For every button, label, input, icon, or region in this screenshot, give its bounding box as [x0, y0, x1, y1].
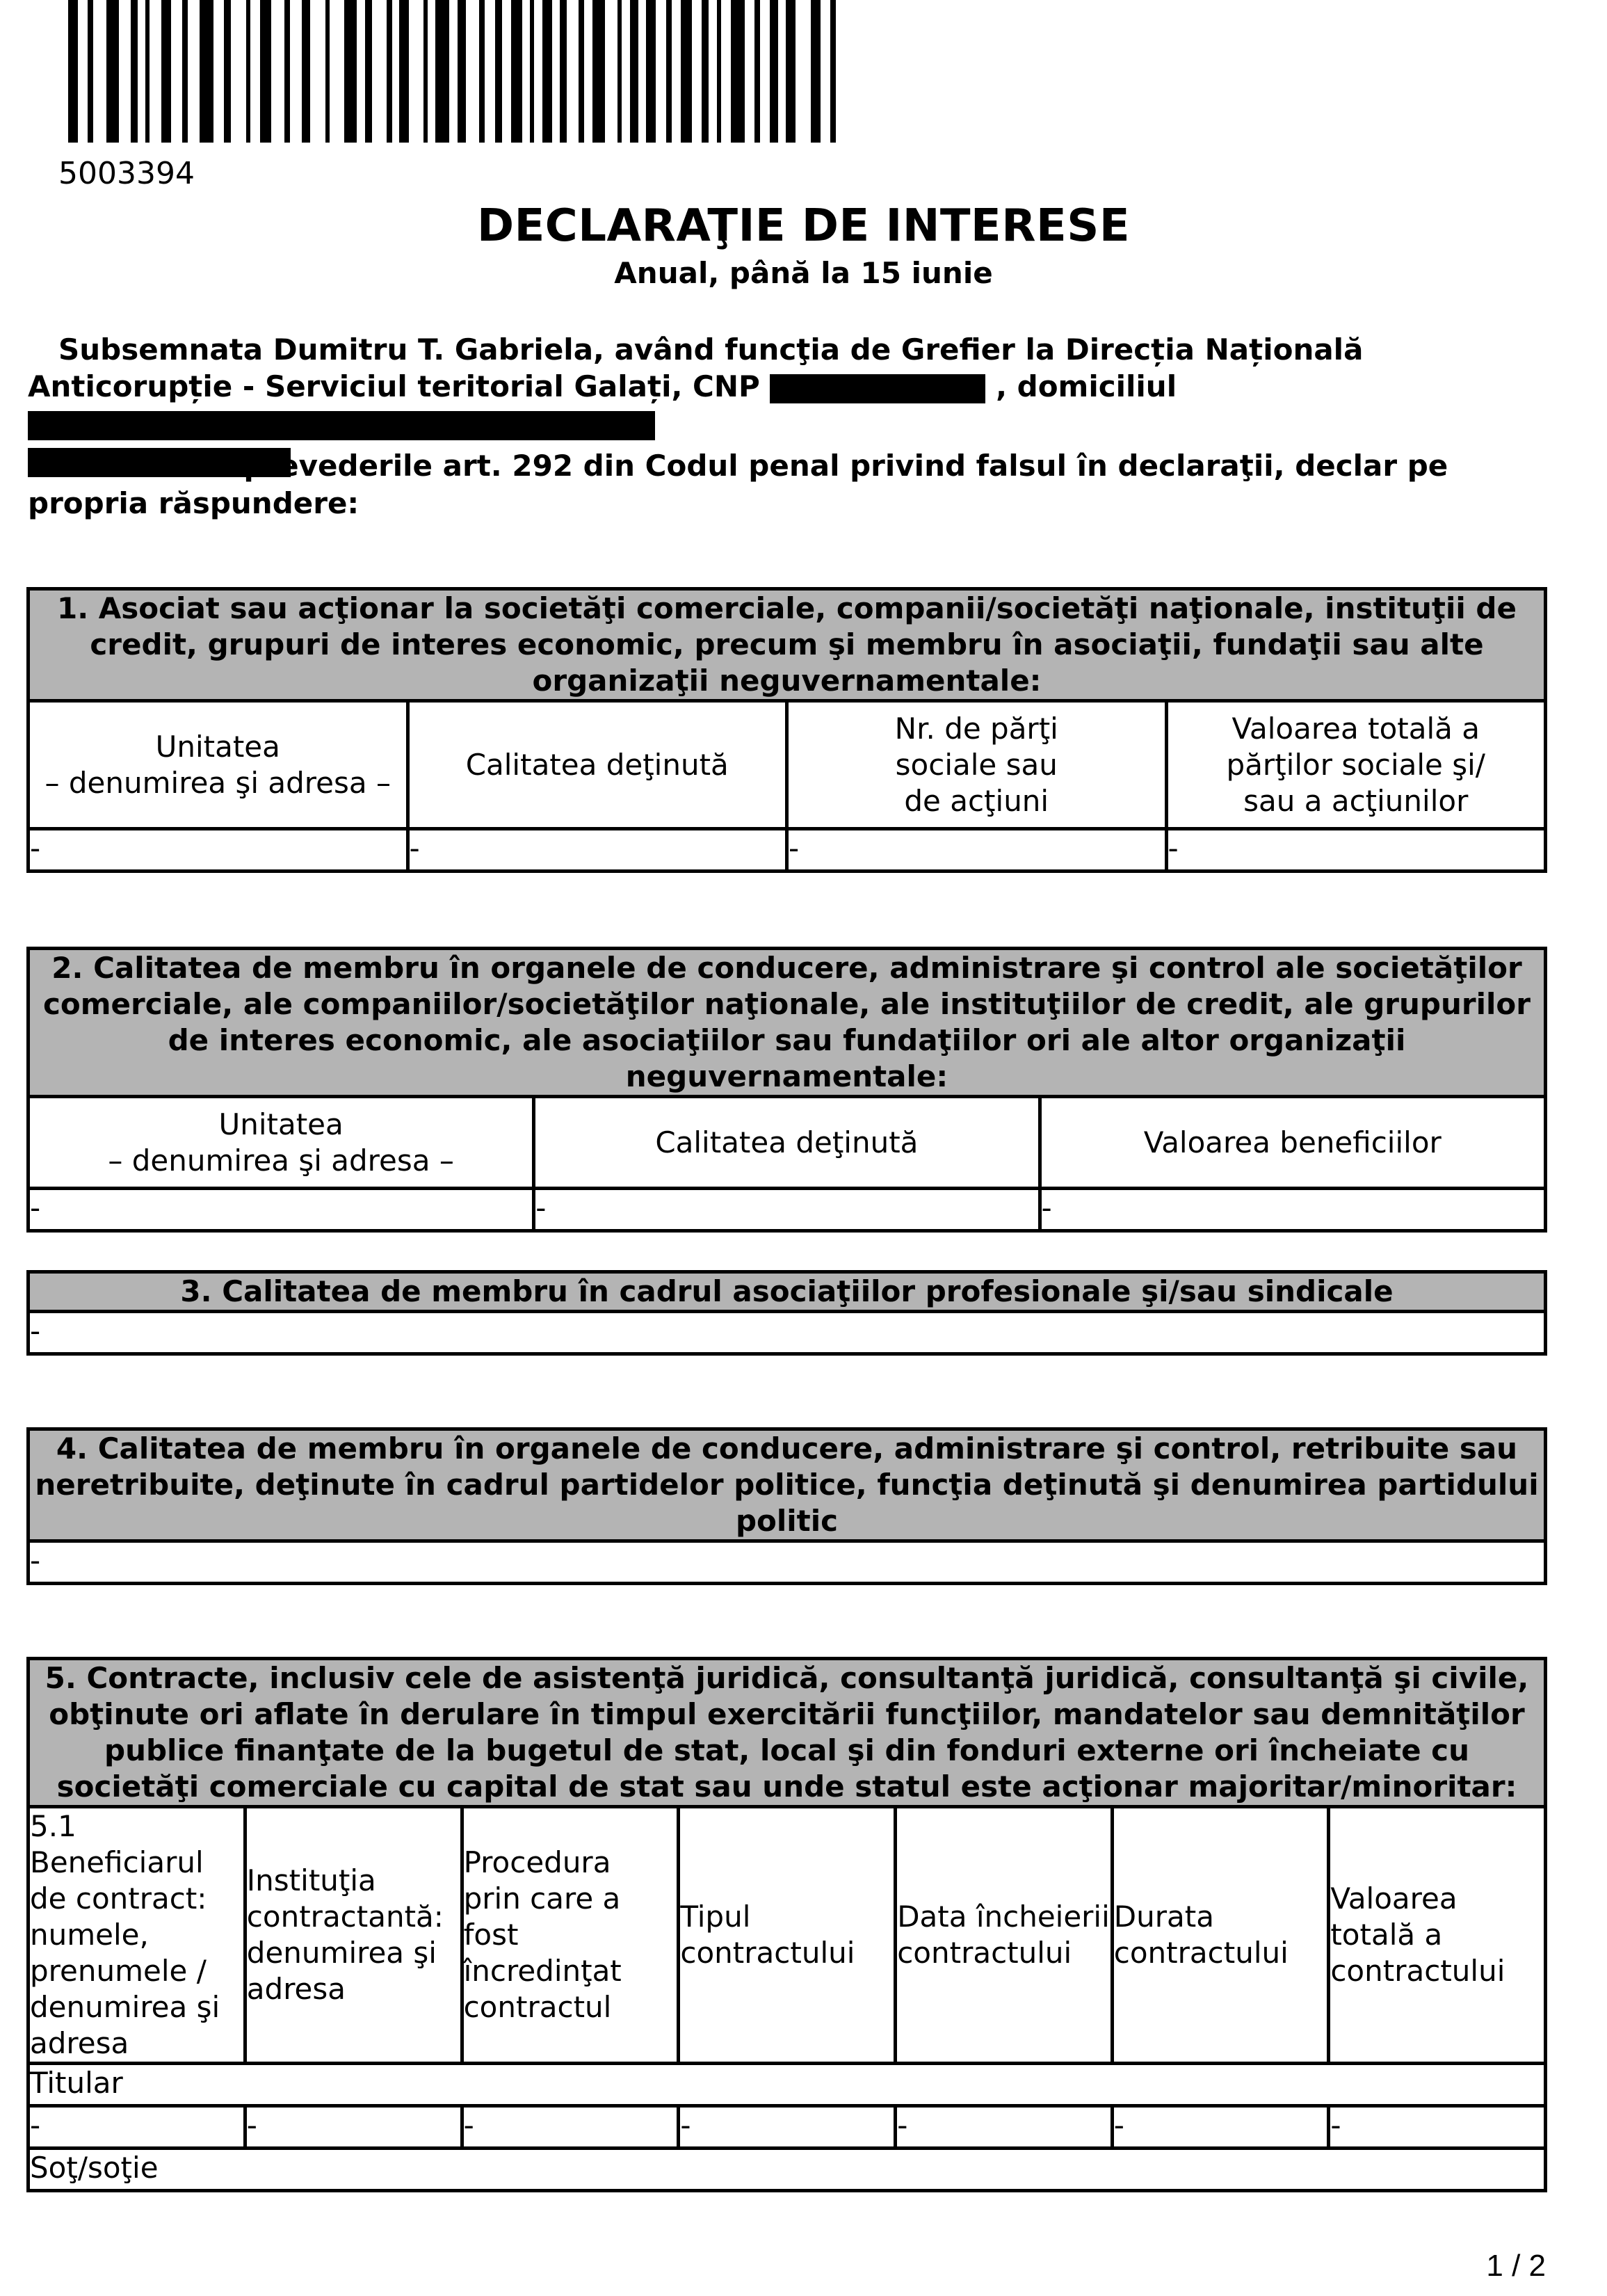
s5-titular-cell: -: [896, 2106, 1113, 2149]
redacted-cnp: [770, 374, 985, 403]
barcode-bar: [731, 0, 745, 143]
page-title: DECLARAŢIE DE INTERESE: [476, 200, 1131, 252]
page-subtitle: Anual, până la 15 iunie: [614, 256, 993, 290]
s5-spouse-label: Soţ/soţie: [29, 2149, 1546, 2191]
s4-cell: -: [29, 1541, 1546, 1584]
s5-titular-cell: -: [1112, 2106, 1329, 2149]
section-4-title: 4. Calitatea de membru în organele de conducere, administrare şi control, retribuite sau neretribuite, deţinute în cadrul partidelor politice, funcţia deţinută şi denumirea partidului politic: [29, 1429, 1546, 1541]
barcode-bar: [182, 0, 188, 143]
barcode-bar: [717, 0, 721, 143]
s5-titular-cell: -: [679, 2106, 896, 2149]
s1-col-unit: Unitatea – denumirea şi adresa –: [29, 701, 408, 829]
redacted-address-1: [28, 411, 655, 440]
section-1-title: 1. Asociat sau acţionar la societăţi comerciale, companii/societăţi naţionale, instituţii de credit, grupuri de interes economic, precum şi membru în asociaţii, fundaţii sau alte organizaţii neguvernamentale:: [29, 589, 1546, 701]
barcode-bar: [284, 0, 290, 143]
barcode-bar: [423, 0, 428, 143]
s5-titular-cell: -: [1329, 2106, 1546, 2149]
barcode-bar: [592, 0, 605, 143]
s5-col-procedure: Procedura prin care a fost încredinţat contractul: [462, 1807, 679, 2064]
barcode-bar: [344, 0, 357, 143]
s1-col-capacity: Calitatea deţinută: [407, 701, 787, 829]
barcode-bar: [458, 0, 466, 143]
s5-col-duration: Durata contractului: [1112, 1807, 1329, 2064]
barcode-bar: [200, 0, 213, 143]
barcode-bar: [646, 0, 656, 143]
barcode-bar: [161, 0, 171, 143]
s1-cell: -: [1166, 829, 1546, 872]
barcode-bar: [399, 0, 409, 143]
s2-cell: -: [534, 1189, 1040, 1231]
s2-col-capacity: Calitatea deţinută: [534, 1097, 1040, 1189]
declaration-statement: [28, 447, 1544, 522]
s1-cell: -: [787, 829, 1167, 872]
barcode-bar: [811, 0, 821, 143]
intro-text-1: Subsemnata Dumitru T. Gabriela, având funcţia de Grefier la Direcția Națională Anticorupție - Serviciul teritorial Galați, CNP: [28, 332, 1364, 403]
s5-titular-cell: -: [29, 2106, 245, 2149]
s2-cell: -: [1040, 1189, 1546, 1231]
barcode-bar: [560, 0, 567, 143]
barcode-bar: [666, 0, 672, 143]
section-5-title: 5. Contracte, inclusiv cele de asistenţă juridică, consultanţă juridică, consultanţă şi civile, obţinute ori aflate în derulare în timpul exercitării funcţiilor, mandatelor sau demnităţilor publice finanţate de la bugetul de stat, local şi din fonduri externe ori încheiate cu societăţi comerciale cu capital de stat sau unde statul este acţionar majoritar/minoritar:: [29, 1659, 1546, 1807]
barcode-bar: [260, 0, 271, 143]
barcode-bar: [630, 0, 638, 143]
section-3-table: [26, 1270, 1547, 1356]
barcode-bar: [495, 0, 502, 143]
s5-col-institution: Instituţia contractantă: denumirea şi adresa: [245, 1807, 462, 2064]
barcode-bar: [681, 0, 692, 143]
s1-col-value: Valoarea totală a părţilor sociale şi/ sau a acţiunilor: [1166, 701, 1546, 829]
s1-col-shares: Nr. de părţi sociale sau de acţiuni: [787, 701, 1167, 829]
barcode-bar: [786, 0, 796, 143]
barcode-bar: [88, 0, 93, 143]
intro-text-2: , domiciliul: [996, 369, 1177, 403]
section-2-title: 2. Calitatea de membru în organele de conducere, administrare şi control ale societăţilor comerciale, ale companiilor/societăţilor naţionale, ale instituţiilor de credit, ale grupurilor de interes economic, ale asociaţiilor sau fundaţiilor ori ale altor organizaţii neguvernamentale:: [29, 949, 1546, 1097]
page-number: 1 / 2: [1486, 2249, 1546, 2283]
s5-col-beneficiary: 5.1 Beneficiarul de contract: numele, prenumele / denumirea şi adresa: [29, 1807, 245, 2064]
barcode-bar: [617, 0, 622, 143]
barcode: [68, 0, 854, 143]
barcode-bar: [770, 0, 778, 143]
barcode-bar: [131, 0, 138, 143]
barcode-bar: [224, 0, 231, 143]
section-1-table: [26, 587, 1547, 873]
barcode-bar: [145, 0, 150, 143]
barcode-bar: [246, 0, 250, 143]
barcode-bar: [365, 0, 372, 143]
section-5-table: [26, 1657, 1547, 2192]
statement-text: cunoscând prevederile art. 292 din Codul penal privind falsul în declaraţii, declar pe propria răspundere:: [28, 449, 1448, 520]
s3-cell: -: [29, 1312, 1546, 1354]
barcode-bar: [325, 0, 330, 143]
section-3-title: 3. Calitatea de membru în cadrul asociaţiilor profesionale şi/sau sindicale: [29, 1272, 1546, 1312]
barcode-bar: [106, 0, 119, 143]
barcode-bar: [302, 0, 310, 143]
s1-cell: -: [407, 829, 787, 872]
barcode-bar: [530, 0, 534, 143]
barcode-bar: [479, 0, 485, 143]
s5-col-date: Data încheierii contractului: [896, 1807, 1113, 2064]
s1-cell: -: [29, 829, 408, 872]
barcode-bar: [754, 0, 760, 143]
barcode-bar: [435, 0, 449, 143]
barcode-bar: [387, 0, 392, 143]
s2-col-unit: Unitatea – denumirea şi adresa –: [29, 1097, 534, 1189]
s5-titular-cell: -: [245, 2106, 462, 2149]
s5-titular-label: Titular: [29, 2064, 1546, 2106]
s5-col-value: Valoarea totală a contractului: [1329, 1807, 1546, 2064]
barcode-bar: [702, 0, 709, 143]
s5-col-type: Tipul contractului: [679, 1807, 896, 2064]
s2-col-benefits: Valoarea beneficiilor: [1040, 1097, 1546, 1189]
section-2-table: [26, 947, 1547, 1233]
s2-cell: -: [29, 1189, 534, 1231]
barcode-bar: [579, 0, 584, 143]
barcode-bar: [68, 0, 78, 143]
barcode-bar: [830, 0, 836, 143]
barcode-bar: [542, 0, 552, 143]
document-number: 5003394: [58, 156, 195, 191]
barcode-bar: [511, 0, 522, 143]
s5-titular-cell: -: [462, 2106, 679, 2149]
section-4-table: [26, 1427, 1547, 1585]
